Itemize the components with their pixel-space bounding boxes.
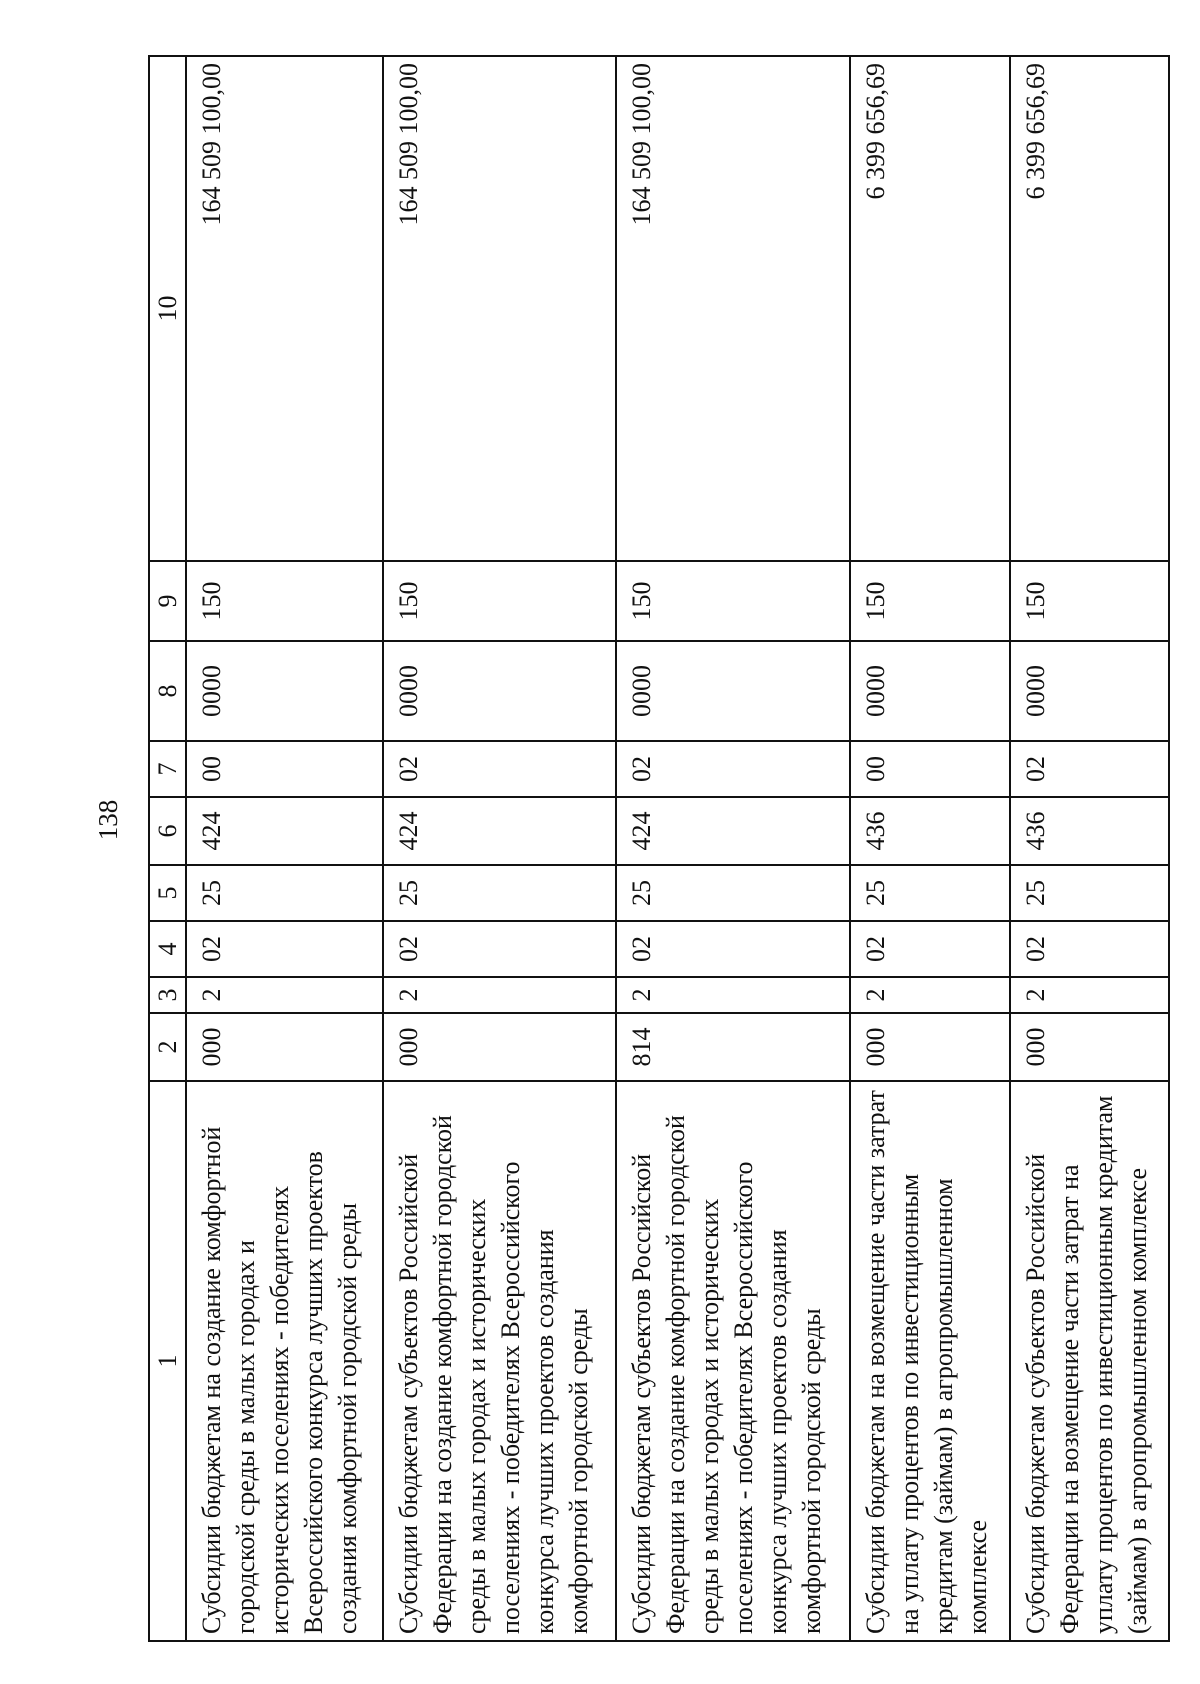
subarticle-code-cell: 424 [383,797,617,865]
column-header: 7 [149,741,186,797]
subgroup-code-cell: 02 [1010,921,1169,977]
article-code-cell: 25 [850,865,1009,921]
column-header: 1 [149,1081,186,1641]
group-code-cell: 2 [1010,977,1169,1013]
group-code-cell: 2 [850,977,1009,1013]
column-header: 2 [149,1013,186,1081]
table-row [850,56,1009,1641]
subarticle-code-cell: 436 [850,797,1009,865]
program-code-cell: 0000 [850,641,1009,741]
admin-code-cell: 814 [616,1013,850,1081]
column-header: 5 [149,865,186,921]
admin-code-cell: 000 [186,1013,383,1081]
subgroup-code-cell: 02 [186,921,383,977]
article-code-cell: 25 [616,865,850,921]
element-code-cell: 02 [616,741,850,797]
column-header: 9 [149,561,186,641]
subgroup-code-cell: 02 [383,921,617,977]
program-code-cell: 0000 [186,641,383,741]
subarticle-code-cell: 424 [186,797,383,865]
admin-code-cell: 000 [383,1013,617,1081]
column-header: 8 [149,641,186,741]
program-code-cell: 0000 [1010,641,1169,741]
group-code-cell: 2 [186,977,383,1013]
row-description: Субсидии бюджетам субъектов Российской Федерации на возмещение части затрат на уплату процентов по инвестиционным кредитам (займам) в агропромышленном комплексе [1010,1081,1169,1641]
subgroup-code-cell: 02 [850,921,1009,977]
amount-cell: 164 509 100,00 [186,56,383,561]
element-code-cell: 00 [186,741,383,797]
row-description: Субсидии бюджетам субъектов Российской Федерации на создание комфортной городской среды в малых городах и исторических поселениях - победителях Всероссийского конкурса лучших проектов создания комфортной городской среды [616,1081,850,1641]
row-description: Субсидии бюджетам субъектов Российской Федерации на создание комфортной городской среды в малых городах и исторических поселениях - победителях Всероссийского конкурса лучших проектов создания комфортной городской среды [383,1081,617,1641]
rotated-table-container [148,57,1170,1642]
column-header: 10 [149,56,186,561]
admin-code-cell: 000 [850,1013,1009,1081]
row-description: Субсидии бюджетам на создание комфортной городской среды в малых городах и исторических поселениях - победителях Всероссийского конкурса лучших проектов создания комфортной городской среды [186,1081,383,1641]
element-code-cell: 00 [850,741,1009,797]
table-row [383,56,617,1641]
subgroup-code-cell: 02 [616,921,850,977]
column-header: 3 [149,977,186,1013]
program-code-cell: 0000 [616,641,850,741]
classification-code-cell: 150 [616,561,850,641]
table-row [616,56,850,1641]
classification-code-cell: 150 [383,561,617,641]
article-code-cell: 25 [1010,865,1169,921]
classification-code-cell: 150 [1010,561,1169,641]
table-row [1010,56,1169,1641]
amount-cell: 6 399 656,69 [1010,56,1169,561]
row-description: Субсидии бюджетам на возмещение части затрат на уплату процентов по инвестиционным кредитам (займам) в агропромышленном комплексе [850,1081,1009,1641]
group-code-cell: 2 [616,977,850,1013]
table-header-row [149,56,186,1641]
column-header: 4 [149,921,186,977]
article-code-cell: 25 [383,865,617,921]
amount-cell: 164 509 100,00 [616,56,850,561]
article-code-cell: 25 [186,865,383,921]
table-row [186,56,383,1641]
group-code-cell: 2 [383,977,617,1013]
page-number: 138 [93,799,123,841]
element-code-cell: 02 [1010,741,1169,797]
classification-code-cell: 150 [850,561,1009,641]
subarticle-code-cell: 424 [616,797,850,865]
classification-code-cell: 150 [186,561,383,641]
amount-cell: 164 509 100,00 [383,56,617,561]
column-header: 6 [149,797,186,865]
admin-code-cell: 000 [1010,1013,1169,1081]
element-code-cell: 02 [383,741,617,797]
subarticle-code-cell: 436 [1010,797,1169,865]
program-code-cell: 0000 [383,641,617,741]
budget-table [148,55,1170,1642]
amount-cell: 6 399 656,69 [850,56,1009,561]
